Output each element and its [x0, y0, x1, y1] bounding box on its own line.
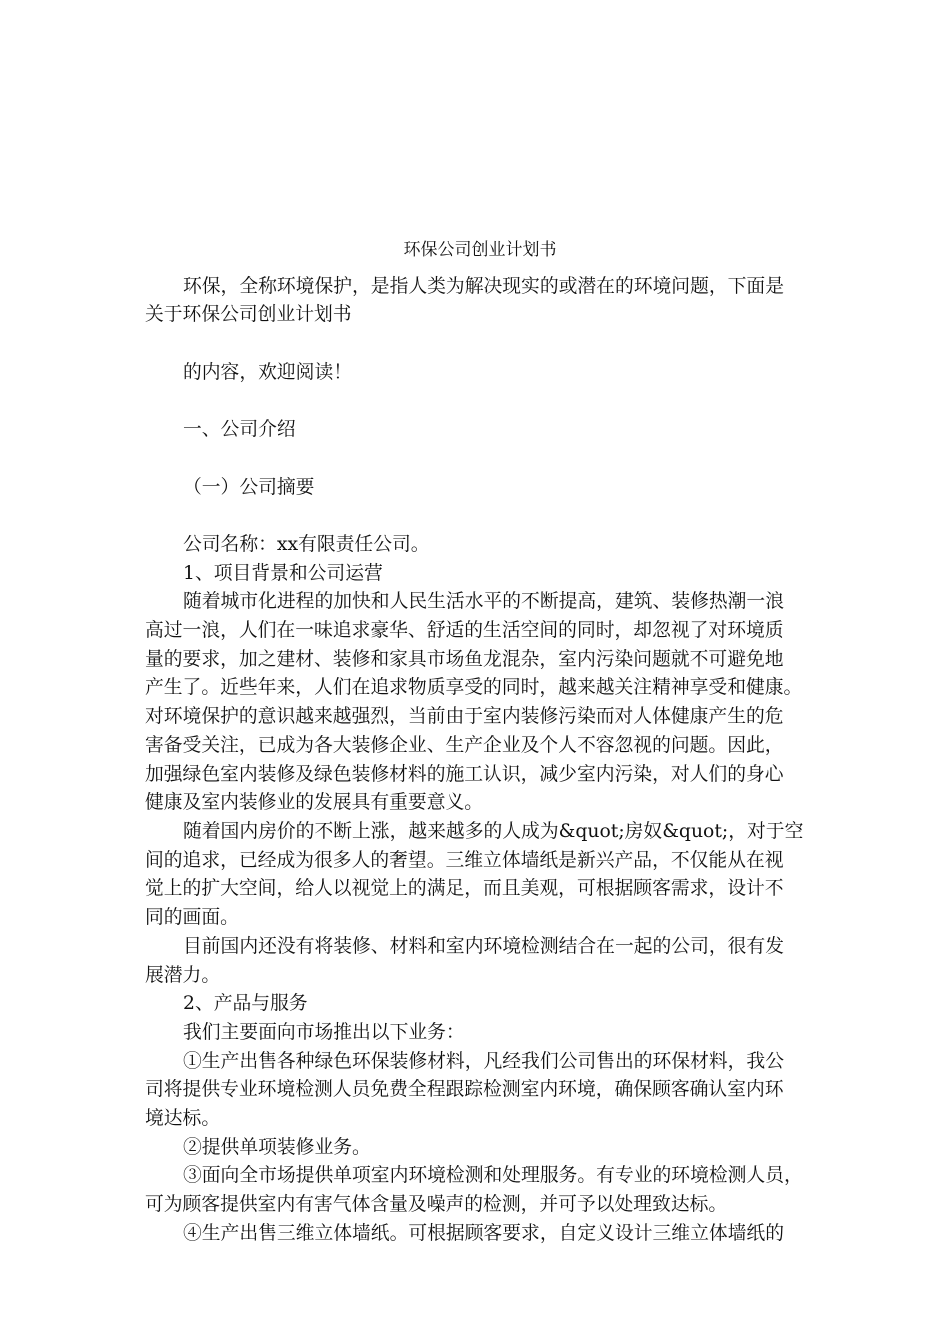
text-line: 对环境保护的意识越来越强烈，当前由于室内装修污染而对人体健康产生的危 [145, 706, 784, 728]
text-line: 高过一浪，人们在一味追求豪华、舒适的生活空间的同时，却忽视了对环境质 [145, 620, 784, 642]
paragraph [145, 1019, 815, 1048]
text-line: 2、产品与服务 [183, 993, 308, 1015]
text-line: 觉上的扩大空间，给人以视觉上的满足，而且美观，可根据顾客需求，设计不 [145, 878, 784, 900]
text-line: 随着城市化进程的加快和人民生活水平的不断提高，建筑、装修热潮一浪 [183, 591, 784, 613]
text-line: 我们主要面向市场推出以下业务： [183, 1021, 465, 1043]
text-line: 间的追求，已经成为很多人的奢望。三维立体墙纸是新兴产品，不仅能从在视 [145, 849, 784, 871]
text-line: 公司名称：xx有限责任公司。 [183, 533, 430, 555]
text-line: ②提供单项装修业务。 [183, 1136, 371, 1158]
text-line: 关于环保公司创业计划书 [145, 304, 352, 326]
document-title: 环保公司创业计划书 [403, 240, 557, 260]
text-line: 产生了。近些年来，人们在追求物质享受的同时，越来越关注精神享受和健康。 [145, 677, 803, 699]
paragraph [145, 1048, 815, 1134]
text-line: 随着国内房价的不断上涨，越来越多的人成为&quot;房奴&quot;，对于空 [183, 821, 804, 842]
text-line: 环保，全称环境保护，是指人类为解决现实的或潜在的环境问题，下面是 [183, 275, 784, 297]
paragraph [145, 560, 815, 589]
paragraph [145, 1134, 815, 1163]
paragraph [145, 933, 815, 990]
paragraph [145, 990, 815, 1019]
text-line: ①生产出售各种绿色环保装修材料，凡经我们公司售出的环保材料，我公 [183, 1050, 784, 1072]
text-line: 加强绿色室内装修及绿色装修材料的施工认识，减少室内污染，对人们的身心 [145, 763, 784, 785]
paragraph [145, 416, 815, 445]
paragraph [145, 531, 815, 560]
paragraph [145, 588, 815, 818]
paragraph [145, 1162, 815, 1219]
text-line: 司将提供专业环境检测人员免费全程跟踪检测室内环境，确保顾客确认室内环 [145, 1079, 784, 1101]
document-page [145, 236, 815, 1249]
paragraph [145, 474, 815, 503]
text-line: 目前国内还没有将装修、材料和室内环境检测结合在一起的公司，很有发 [183, 935, 784, 957]
text-line: 1、项目背景和公司运营 [183, 562, 383, 584]
text-line: 害备受关注，已成为各大装修企业、生产企业及个人不容忽视的问题。因此， [145, 734, 784, 756]
paragraph [145, 359, 815, 388]
text-line: 同的画面。 [145, 907, 239, 929]
text-line: 健康及室内装修业的发展具有重要意义。 [145, 792, 484, 814]
paragraph [145, 1220, 815, 1249]
text-line: ④生产出售三维立体墙纸。可根据顾客要求，自定义设计三维立体墙纸的 [183, 1222, 784, 1244]
text-line: ③面向全市场提供单项室内环境检测和处理服务。有专业的环境检测人员， [183, 1165, 803, 1187]
document-body [145, 273, 815, 1249]
text-line: 量的要求，加之建材、装修和家具市场鱼龙混杂，室内污染问题就不可避免地 [145, 648, 784, 670]
paragraph [145, 273, 815, 330]
text-line: 一、公司介绍 [183, 419, 296, 441]
text-line: 可为顾客提供室内有害气体含量及噪声的检测，并可予以处理致达标。 [145, 1194, 728, 1216]
paragraph [145, 818, 815, 933]
text-line: 的内容，欢迎阅读！ [183, 361, 353, 383]
text-line: （一）公司摘要 [183, 476, 315, 498]
text-line: 展潜力。 [145, 964, 221, 986]
text-line: 境达标。 [145, 1108, 221, 1130]
